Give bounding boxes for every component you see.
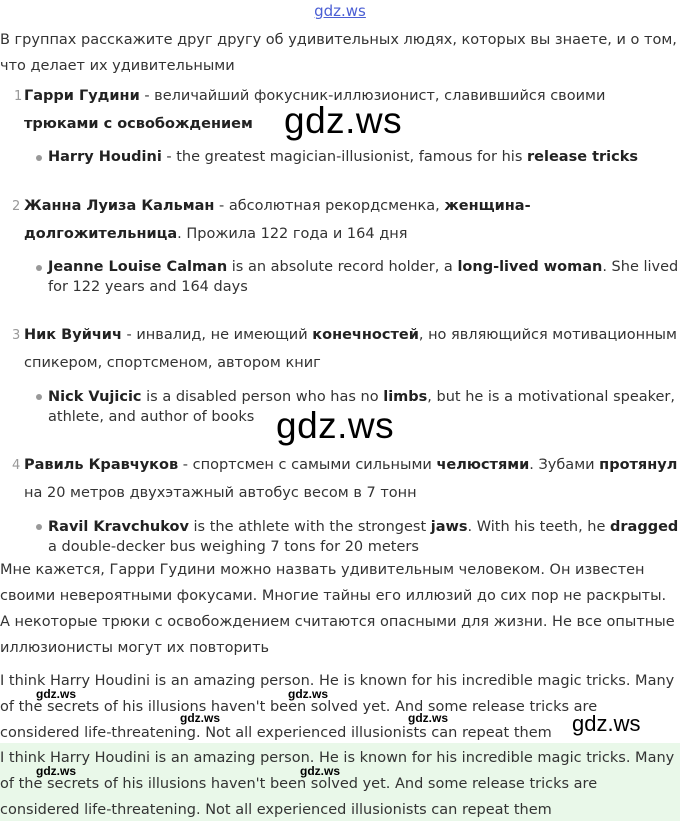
text-segment: , но являющийся мотивационным спикером, спортсменом, автором книг <box>24 327 677 371</box>
item-ru-2 <box>24 192 680 248</box>
bullet-3 <box>36 394 42 400</box>
bold-term: протянул <box>599 457 678 473</box>
bold-term: Равиль Кравчуков <box>24 457 179 473</box>
text-segment: is an absolute record holder, a <box>227 259 458 275</box>
text-segment: - величайший фокусник-иллюзионист, славившийся своими <box>139 88 606 104</box>
bold-term: Жанна Луиза Кальман <box>24 198 215 214</box>
text-segment: a double-decker bus weighing 7 tons for 20 meters <box>48 539 419 555</box>
english-paragraph-highlighted: I think Harry Houdini is an amazing person. He is known for his incredible magic tricks. Many of the secrets of his illusions haven't been solved yet. And some release tricks are considered life-threatening. Not all experienced illusionists can repeat them <box>0 750 675 818</box>
text-segment: , but he is a motivational speaker, athlete, and author of books <box>48 389 676 425</box>
bold-term: release tricks <box>527 149 639 165</box>
text-segment: is a disabled person who has no <box>141 389 384 405</box>
bold-term: женщина-долгожительница <box>24 198 531 242</box>
watermark-small-1: gdz.ws <box>36 687 77 701</box>
text-segment: на 20 метров двухэтажный автобус весом в 7 тонн <box>24 485 417 501</box>
item-en-1 <box>48 147 680 167</box>
text-segment: - абсолютная рекордсменка, <box>214 198 445 214</box>
item-number-3: 3 <box>12 328 21 343</box>
item-ru-4 <box>24 451 680 507</box>
bold-term: Ник Вуйчич <box>24 327 122 343</box>
bold-term: Harry Houdini <box>48 149 162 165</box>
bullet-2 <box>36 265 42 271</box>
bold-term: конечностей <box>312 327 419 343</box>
item-en-4 <box>48 517 680 557</box>
bold-term: трюками с освобождением <box>24 116 253 132</box>
text-segment: . She lived for 122 years and 164 days <box>48 259 679 295</box>
item-en-2 <box>48 257 680 297</box>
watermark-large-1: gdz.ws <box>284 100 403 141</box>
watermark-small-4: gdz.ws <box>408 711 449 725</box>
text-segment: is the athlete with the strongest <box>188 519 431 535</box>
bold-term: челюстями <box>436 457 530 473</box>
intro-text: В группах расскажите друг другу об удивительных людях, которых вы знаете, и о том, что делает их удивительными <box>0 32 677 74</box>
bold-term: Гарри Гудини <box>24 88 140 104</box>
text-segment: - спортсмен с самыми сильными <box>178 457 437 473</box>
bullet-1 <box>36 155 42 161</box>
bullet-4 <box>36 524 42 530</box>
watermark-large-2: gdz.ws <box>276 405 395 446</box>
bold-term: Jeanne Louise Calman <box>48 259 228 275</box>
item-number-2: 2 <box>12 199 21 214</box>
text-segment: . Зубами <box>529 457 600 473</box>
bold-term: Nick Vujicic <box>48 389 142 405</box>
item-ru-3 <box>24 321 680 377</box>
watermark-medium: gdz.ws <box>572 711 641 736</box>
english-paragraph: I think Harry Houdini is an amazing person. He is known for his incredible magic tricks. Many of the secrets of his illusions haven't been solved yet. And some release tricks are considered life-threatening. Not all experienced illusionists can repeat them <box>0 673 675 741</box>
text-segment: . With his teeth, he <box>467 519 611 535</box>
bold-term: limbs <box>383 389 428 405</box>
item-number-1: 1 <box>14 89 23 104</box>
bold-term: dragged <box>610 519 679 535</box>
watermark-small-3: gdz.ws <box>180 711 221 725</box>
bold-term: long-lived woman <box>457 259 603 275</box>
russian-paragraph: Мне кажется, Гарри Гудини можно назвать удивительным человеком. Он известен своими невероятными фокусами. Многие тайны его иллюзий до сих пор не раскрыты. А некоторые трюки с освобождением считаются опасными для жизни. Не все опытные иллюзионисты могут их повторить <box>0 562 675 656</box>
watermark-small-5: gdz.ws <box>36 764 77 778</box>
watermark-link[interactable]: gdz.ws <box>314 2 366 20</box>
text-segment: - инвалид, не имеющий <box>121 327 313 343</box>
bold-term: jaws <box>430 519 468 535</box>
text-segment: . Прожила 122 года и 164 дня <box>177 226 408 242</box>
bold-term: Ravil Kravchukov <box>48 519 189 535</box>
watermark-small-2: gdz.ws <box>288 687 329 701</box>
item-number-4: 4 <box>12 458 21 473</box>
text-segment: - the greatest magician-illusionist, famous for his <box>161 149 527 165</box>
watermark-small-6: gdz.ws <box>300 764 341 778</box>
